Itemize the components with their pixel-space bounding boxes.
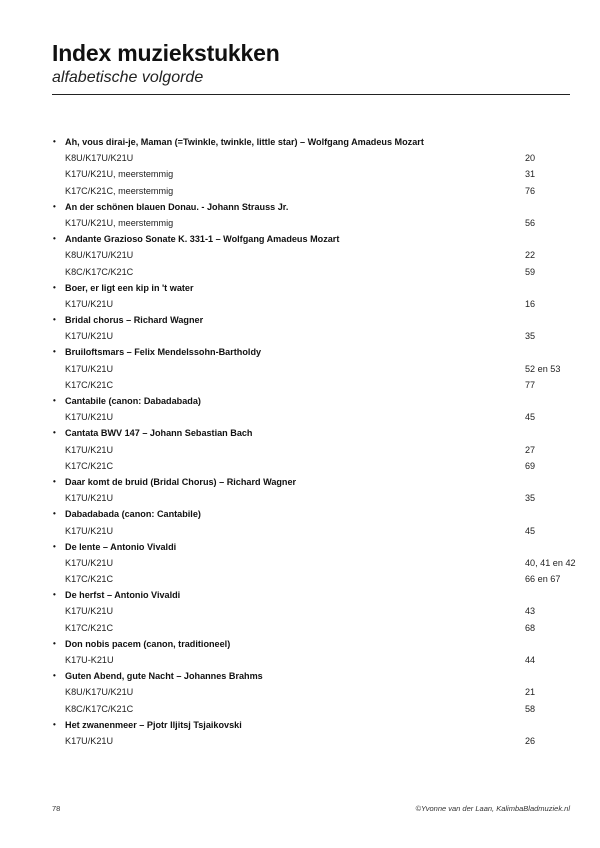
entry-title-text: Andante Grazioso Sonate K. 331-1 – Wolfgang Amadeus Mozart xyxy=(65,234,340,245)
arrangement-label: K17U/K21U xyxy=(65,735,114,746)
entry-title-text: Boer, er ligt een kip in 't water xyxy=(65,282,194,293)
entry-title xyxy=(52,231,572,247)
footer-copyright: ©Yvonne van der Laan, KalimbaBladmuziek.nl xyxy=(415,804,570,813)
entry-row xyxy=(52,701,572,717)
entry-title-text: Cantata BWV 147 – Johann Sebastian Bach xyxy=(65,428,253,439)
bullet-icon: • xyxy=(53,671,56,681)
bullet-icon: • xyxy=(53,315,56,325)
entry-row xyxy=(52,247,572,263)
bullet-icon: • xyxy=(53,347,56,357)
page-reference: 76 xyxy=(525,185,536,196)
bullet-icon: • xyxy=(53,396,56,405)
entry-row xyxy=(52,458,572,474)
arrangement-label: K17C/K21C xyxy=(65,379,114,390)
entry-title xyxy=(52,539,572,555)
bullet-icon: • xyxy=(53,234,56,244)
bullet-icon: • xyxy=(53,719,56,729)
entry-row xyxy=(52,264,572,280)
arrangement-label: K17U-K21U xyxy=(65,655,114,665)
entry-title-text: Bruiloftsmars – Felix Mendelssohn-Bartholdy xyxy=(65,347,262,358)
index-entry xyxy=(52,280,572,312)
index-entry xyxy=(52,393,572,425)
entry-title-text: De lente – Antonio Vivaldi xyxy=(65,541,177,552)
index-entry xyxy=(52,506,572,538)
arrangement-label: K17U/K21U xyxy=(65,606,114,617)
entry-row xyxy=(52,620,572,636)
arrangement-label: K8U/K17U/K21U xyxy=(65,687,134,698)
entry-title-text: Bridal chorus – Richard Wagner xyxy=(65,315,204,326)
entry-title xyxy=(52,344,572,360)
entry-title-text: Het zwanenmeer – Pjotr Iljitsj Tsjaikovski xyxy=(65,719,242,730)
page-reference: 58 xyxy=(525,703,536,714)
index-entry xyxy=(52,425,572,474)
bullet-icon: • xyxy=(53,282,56,292)
entry-title xyxy=(52,425,572,441)
page-reference: 56 xyxy=(525,217,536,228)
entry-row xyxy=(52,328,572,344)
entry-row xyxy=(52,442,572,458)
entry-title xyxy=(52,280,572,296)
entry-row xyxy=(52,166,572,182)
arrangement-label: K8U/K17U/K21U xyxy=(65,153,134,164)
entry-row xyxy=(52,296,572,312)
entry-title xyxy=(52,717,572,733)
footer-page-number: 78 xyxy=(52,804,61,813)
arrangement-label: K17U/K21U xyxy=(65,331,114,342)
entry-row xyxy=(52,490,572,506)
arrangement-label: K17U/K21U xyxy=(65,557,114,568)
arrangement-label: K17C/K21C xyxy=(65,622,114,633)
entry-row xyxy=(52,523,572,539)
arrangement-label: K17U/K21U xyxy=(65,493,114,504)
entry-title-text: Ah, vous dirai-je, Maman (=Twinkle, twinkle, little star) – Wolfgang Amadeus Mozart xyxy=(65,137,424,147)
page-reference: 68 xyxy=(525,622,536,633)
arrangement-label: K17U/K21U xyxy=(65,412,114,423)
index-entry xyxy=(52,636,572,668)
page-reference: 21 xyxy=(525,687,536,698)
header-divider xyxy=(52,94,570,95)
entry-title-text: Dabadabada (canon: Cantabile) xyxy=(65,509,201,520)
bullet-icon: • xyxy=(53,541,56,551)
bullet-icon: • xyxy=(53,201,56,211)
page-reference: 22 xyxy=(525,250,536,261)
bullet-icon: • xyxy=(53,509,56,519)
entry-row xyxy=(52,183,572,199)
page-reference: 43 xyxy=(525,606,536,617)
index-entry xyxy=(52,199,572,231)
entry-title-text: Cantabile (canon: Dabadabada) xyxy=(65,396,201,406)
arrangement-label: K8C/K17C/K21C xyxy=(65,703,134,714)
page-reference: 35 xyxy=(525,331,536,342)
entry-title xyxy=(52,668,572,684)
page-reference: 44 xyxy=(525,655,536,665)
page-reference: 52 en 53 xyxy=(525,363,561,374)
bullet-icon: • xyxy=(53,428,56,438)
entry-row xyxy=(52,652,572,668)
entry-row xyxy=(52,555,576,571)
page-reference: 66 en 67 xyxy=(525,574,561,585)
page-reference: 35 xyxy=(525,493,536,504)
index-entry xyxy=(52,231,572,280)
bullet-icon: • xyxy=(53,590,56,600)
entry-row xyxy=(52,603,572,619)
page-reference: 59 xyxy=(525,266,536,277)
bullet-icon: • xyxy=(53,476,56,486)
entry-row xyxy=(52,150,572,166)
entry-row xyxy=(52,215,572,231)
page-subtitle: alfabetische volgorde xyxy=(52,69,204,86)
entry-row xyxy=(52,361,572,377)
entry-title xyxy=(52,587,572,603)
entry-title xyxy=(52,636,572,652)
index-entry xyxy=(52,587,572,636)
page-reference: 69 xyxy=(525,460,536,471)
arrangement-label: K17C/K21C xyxy=(65,460,114,471)
index-entry xyxy=(52,344,572,393)
entry-title xyxy=(52,506,572,522)
index-entry xyxy=(52,717,572,749)
entry-title xyxy=(52,393,572,409)
entry-title xyxy=(52,134,572,150)
entry-title-text: Daar komt de bruid (Bridal Chorus) – Richard Wagner xyxy=(65,476,297,487)
entry-row xyxy=(52,684,572,700)
entry-title-text: Guten Abend, gute Nacht – Johannes Brahms xyxy=(65,671,263,682)
entry-title xyxy=(52,312,572,328)
arrangement-label: K8U/K17U/K21U xyxy=(65,250,134,261)
arrangement-label: K17C/K21C, meerstemmig xyxy=(65,185,174,196)
entry-title-text: Don nobis pacem (canon, traditioneel) xyxy=(65,638,231,649)
entry-row xyxy=(52,409,572,425)
entry-row xyxy=(52,377,572,393)
page-reference: 20 xyxy=(525,153,536,164)
arrangement-label: K17C/K21C xyxy=(65,574,114,585)
arrangement-label: K17U/K21U xyxy=(65,525,114,536)
page-reference: 26 xyxy=(525,735,536,746)
index-entry xyxy=(52,474,572,506)
arrangement-label: K17U/K21U xyxy=(65,444,114,455)
index-entry xyxy=(52,668,572,717)
index-entry xyxy=(52,134,572,199)
page-reference: 31 xyxy=(525,169,536,180)
index-list xyxy=(52,134,576,749)
entry-title-text: An der schönen blauen Donau. - Johann Strauss Jr. xyxy=(65,201,289,212)
arrangement-label: K17U/K21U, meerstemmig xyxy=(65,217,174,228)
bullet-icon: • xyxy=(53,638,56,648)
entry-title xyxy=(52,474,572,490)
page-reference: 16 xyxy=(525,298,536,309)
arrangement-label: K17U/K21U xyxy=(65,363,114,374)
page-reference: 45 xyxy=(525,412,536,423)
page-reference: 77 xyxy=(525,379,536,390)
index-entry xyxy=(52,312,572,344)
entry-row xyxy=(52,571,572,587)
arrangement-label: K17U/K21U xyxy=(65,298,114,309)
entry-title xyxy=(52,199,572,215)
index-entry xyxy=(52,539,576,588)
bullet-icon: • xyxy=(53,137,56,146)
page-reference: 27 xyxy=(525,444,536,455)
page-reference: 40, 41 en 42 xyxy=(525,557,576,568)
entry-title-text: De herfst – Antonio Vivaldi xyxy=(65,590,181,601)
arrangement-label: K17U/K21U, meerstemmig xyxy=(65,169,174,180)
entry-row xyxy=(52,733,572,749)
arrangement-label: K8C/K17C/K21C xyxy=(65,266,134,277)
page-reference: 45 xyxy=(525,525,536,536)
page-title: Index muziekstukken xyxy=(52,40,280,66)
